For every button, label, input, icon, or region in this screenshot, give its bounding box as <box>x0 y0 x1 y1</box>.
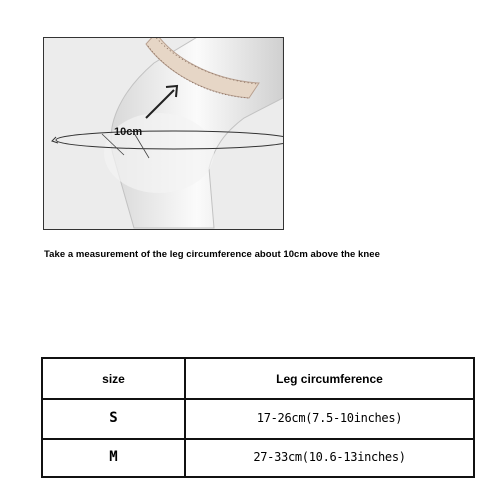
table-row <box>43 398 473 440</box>
measurement-instruction: Take a measurement of the leg circumference about 10cm above the knee <box>44 249 380 260</box>
size-cell: S <box>43 398 186 438</box>
circumference-cell: 27-33cm(10.6-13inches) <box>253 450 406 464</box>
size-header: size <box>43 359 186 398</box>
table-header-row <box>43 359 473 400</box>
circumference-cell: 17-26cm(7.5-10inches) <box>256 411 403 425</box>
measure-label: 10cm <box>114 126 143 138</box>
size-table <box>41 357 475 478</box>
leg-drawing <box>44 38 283 229</box>
knee-measurement-illustration <box>43 37 284 230</box>
size-cell: M <box>43 438 186 476</box>
circumference-header: Leg circumference <box>276 371 383 386</box>
table-row <box>43 438 473 476</box>
